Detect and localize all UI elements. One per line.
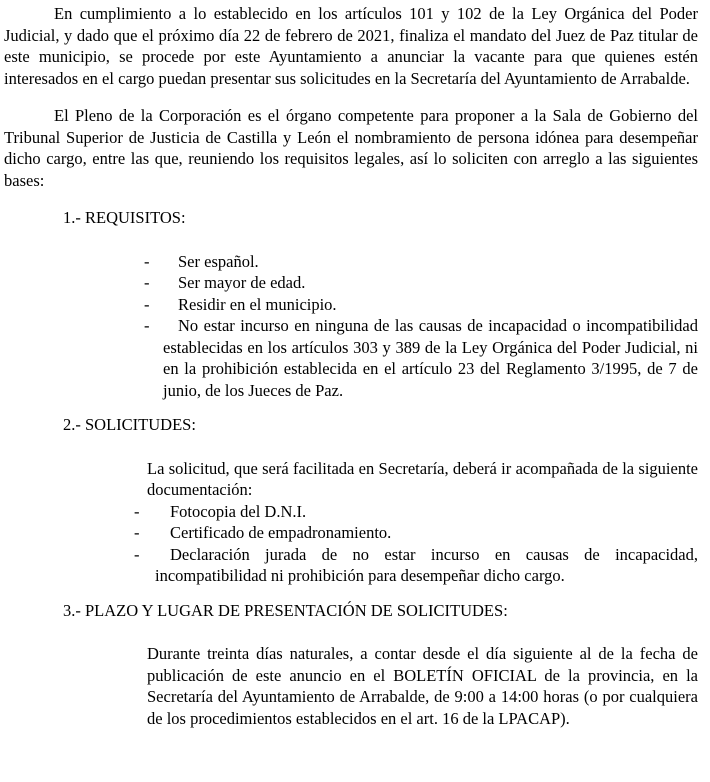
list-item-text: Residir en el municipio. [178,294,337,314]
heading-requisitos: 1.- REQUISITOS: [63,208,186,227]
bullet-dash: - [144,316,150,335]
bullet-dash: - [134,501,140,521]
bullet-dash: - [134,523,140,542]
solicitudes-list [4,501,698,587]
section-plazo [4,600,698,730]
list-item [144,251,698,273]
list-item-text: Fotocopia del D.N.I. [170,501,307,521]
list-item [144,294,698,316]
list-item-text: Certificado de empadronamiento. [170,523,392,542]
list-item-text: Ser español. [178,251,259,271]
bullet-dash: - [134,544,140,564]
list-item [144,272,698,294]
list-item-text: Ser mayor de edad. [178,273,306,292]
requisitos-list [4,251,698,402]
list-item [134,522,698,544]
section-requisitos [4,207,698,401]
paragraph-intro-2: El Pleno de la Corporación es el órgano competente para proponer a la Sala de Gobierno del Tribunal Superior de Justicia de Castilla y León el nombramiento de persona idónea para desempeñar dicho cargo, entre las que, reuniendo los requisitos legales, así lo soliciten con arreglo a las siguientes bases: [4,106,698,190]
paragraph-solicitudes-lead: La solicitud, que será facilitada en Secretaría, deberá ir acompañada de la siguiente documentación: [147,458,698,499]
section-solicitudes [4,414,698,587]
list-item [144,315,698,401]
bullet-dash: - [144,251,150,271]
bullet-dash: - [144,294,150,314]
list-item-text: No estar incurso en ninguna de las causas de incapacidad o incompatibilidad establecidas en los artículos 303 y 389 de la Ley Orgánica del Poder Judicial, ni en la prohibición establecida en el artículo 23 del Reglamento 3/1995, de 7 de junio, de los Jueces de Paz. [163,316,698,400]
bullet-dash: - [144,273,150,292]
heading-solicitudes: 2.- SOLICITUDES: [63,415,196,434]
paragraph-intro-1: En cumplimiento a lo establecido en los artículos 101 y 102 de la Ley Orgánica del Poder Judicial, y dado que el próximo día 22 de febrero de 2021, finaliza el mandato del Juez de Paz titular de este municipio, se procede por este Ayuntamiento a anunciar la vacante para que quienes estén interesados en el cargo puedan presentar sus solicitudes en la Secretaría del Ayuntamiento de Arrabalde. [4,4,698,88]
paragraph-plazo-body: Durante treinta días naturales, a contar desde el día siguiente al de la fecha de publicación de este anuncio en el BOLETÍN OFICIAL de la provincia, en la Secretaría del Ayuntamiento de Arrabalde, de 9:00 a 14:00 horas (o por cualquiera de los procedimientos establecidos en el art. 16 de la LPACAP). [147,644,698,728]
list-item [134,544,698,587]
list-item-text: Declaración jurada de no estar incurso en causas de incapacidad, incompatibilidad ni prohibición para desempeñar dicho cargo. [155,544,698,585]
list-item [134,501,698,523]
heading-plazo: 3.- PLAZO Y LUGAR DE PRESENTACIÓN DE SOLICITUDES: [63,600,508,620]
